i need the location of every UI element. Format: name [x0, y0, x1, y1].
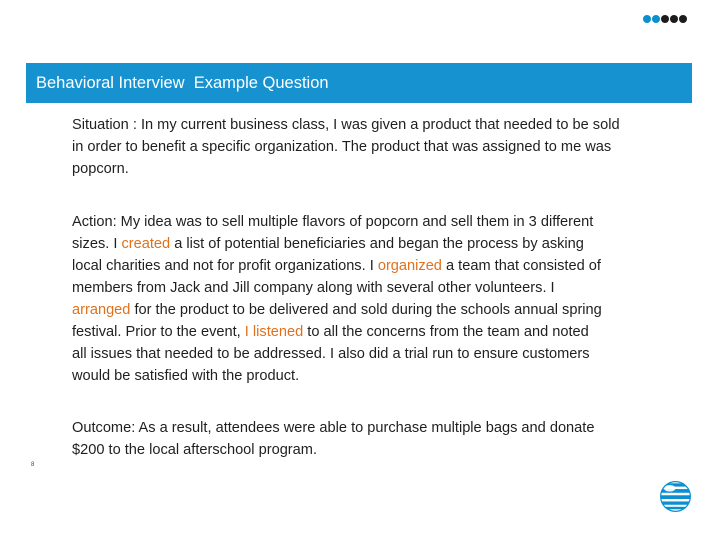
keyword-listened: listened: [252, 324, 304, 340]
slide-title: Behavioral Interview Example Question: [36, 73, 329, 92]
action-label: Action: [72, 214, 113, 230]
page-number: 8: [31, 462, 35, 468]
outcome-paragraph: Outcome: As a result, attendees were able to purchase multiple bags and donate $200 to the local afterschool program.: [72, 420, 595, 458]
dot-icon: [679, 15, 687, 23]
globe-logo-icon: [659, 480, 692, 513]
slide-title-banner: [26, 63, 692, 103]
dots-logo-icon: [643, 15, 687, 23]
dot-icon: [643, 15, 651, 23]
outcome-label: Outcome: [72, 420, 132, 436]
dot-icon: [670, 15, 678, 23]
keyword-created: created: [121, 236, 171, 252]
situation-paragraph: Situation : In my current business class, I was given a product that needed to be sold in order to benefit a specific organization. The product that was assigned to me was popcorn.: [72, 117, 620, 177]
keyword-organized: organized: [377, 258, 442, 274]
action-paragraph: Action: My idea was to sell multiple flavors of popcorn and sell them in 3 different sizes. I created a list of potential beneficiaries and began the process by asking local charities and not for profit organizations. I organized a team that consisted of members from Jack and Jill company along with several other volunteers. I arranged for the product to be delivered and sold during the schools annual spring festival. Prior to the event, I listened to all the concerns from the team and noted all issues that needed to be addressed. I also did a trial run to ensure customers would be satisfied with the product.: [72, 214, 602, 384]
dot-icon: [661, 15, 669, 23]
situation-label: Situation: [72, 117, 129, 133]
dot-icon: [652, 15, 660, 23]
keyword-arranged: arranged: [72, 302, 131, 318]
